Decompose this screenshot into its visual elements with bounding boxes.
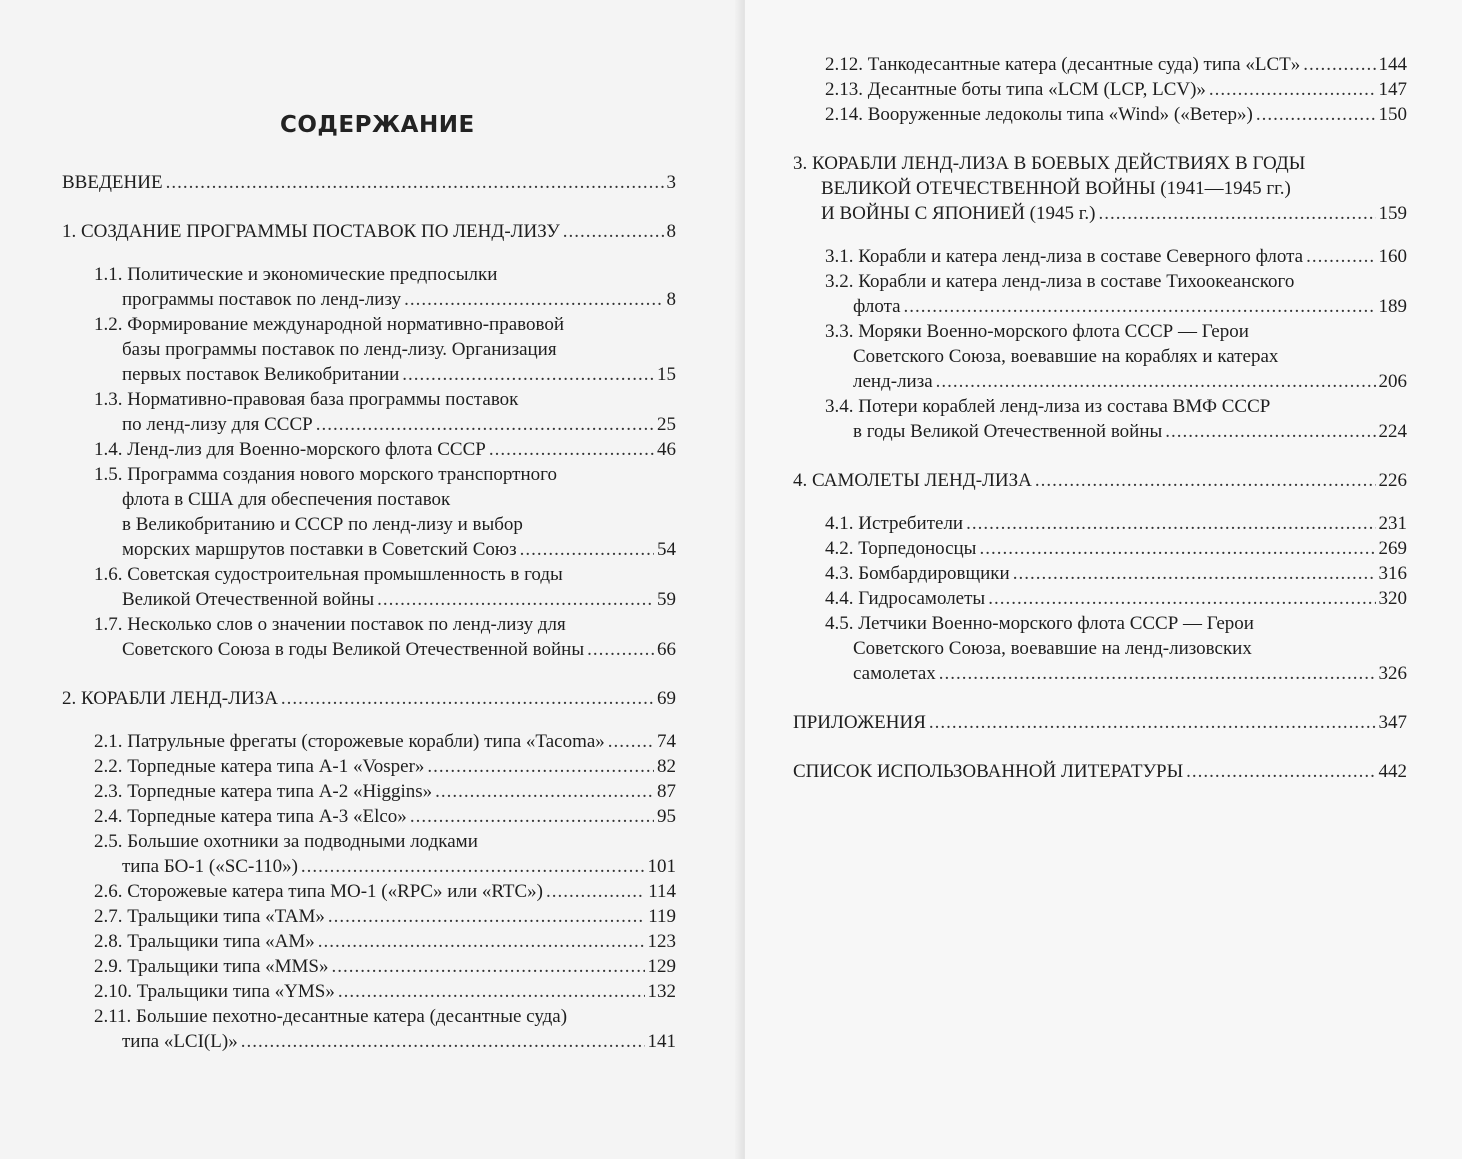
toc-entry-row <box>825 244 1407 269</box>
dot-leader <box>1165 419 1375 444</box>
toc-entry-text: ленд-лиза <box>853 371 933 392</box>
toc-entry-text: 4.2. Торпедоносцы <box>825 538 977 559</box>
toc-list-right <box>793 52 1407 784</box>
toc-entry-row <box>94 979 676 1004</box>
toc-entry-text: 1.6. Советская судостроительная промышленность в годы <box>94 564 563 585</box>
toc-chapter <box>62 686 676 711</box>
toc-entry-text: в Великобританию и СССР по ленд-лизу и выбор <box>122 514 523 535</box>
toc-entry-text: 2.13. Десантные боты типа «LCM (LCP, LCV)» <box>825 79 1206 100</box>
toc-page-number: 25 <box>657 414 676 435</box>
dot-leader <box>1306 244 1375 269</box>
toc-entry-text: морских маршрутов поставки в Советский Союз <box>122 539 517 560</box>
toc-entry-text: 4. САМОЛЕТЫ ЛЕНД-ЛИЗА <box>793 470 1032 491</box>
toc-entry-text: 3. КОРАБЛИ ЛЕНД-ЛИЗА В БОЕВЫХ ДЕЙСТВИЯХ В ГОДЫ <box>793 153 1306 174</box>
toc-entry-row <box>94 587 676 612</box>
toc-page-number: 206 <box>1378 371 1407 392</box>
toc-entry-text: 4.4. Гидросамолеты <box>825 588 986 609</box>
toc-section <box>793 394 1407 444</box>
toc-page-number: 147 <box>1378 79 1407 100</box>
toc-page-number: 69 <box>657 688 676 709</box>
toc-section <box>793 319 1407 394</box>
toc-entry-text: типа БО-1 («SC-110») <box>122 856 298 877</box>
toc-section <box>62 929 676 954</box>
toc-entry-row <box>94 362 676 387</box>
dot-leader <box>966 511 1375 536</box>
toc-page-number: 3 <box>666 172 676 193</box>
toc-entry-row <box>825 102 1407 127</box>
toc-section <box>793 269 1407 319</box>
toc-entry-row <box>825 369 1407 394</box>
toc-page-number: 95 <box>657 806 676 827</box>
toc-page-number: 226 <box>1378 470 1407 491</box>
toc-entry-text: 2.10. Тральщики типа «YMS» <box>94 981 335 1002</box>
dot-leader <box>404 287 663 312</box>
toc-page-number: 141 <box>647 1031 676 1052</box>
toc-entry-text: первых поставок Великобритании <box>122 364 400 385</box>
toc-entry-row <box>94 412 676 437</box>
toc-entry-text: 2.12. Танкодесантные катера (десантные суда) типа «LCT» <box>825 54 1301 75</box>
toc-entry-text: ВЕЛИКОЙ ОТЕЧЕСТВЕННОЙ ВОЙНЫ (1941—1945 гг.) <box>821 178 1291 199</box>
toc-entry-text: ВВЕДЕНИЕ <box>62 172 163 193</box>
toc-section <box>793 52 1407 77</box>
toc-list-left <box>62 170 676 1054</box>
toc-page-number: 129 <box>647 956 676 977</box>
toc-entry-text: флота <box>853 296 901 317</box>
toc-entry-row <box>62 170 676 195</box>
toc-entry-row <box>62 219 676 244</box>
toc-page-number: 132 <box>647 981 676 1002</box>
toc-section <box>793 561 1407 586</box>
toc-section <box>62 437 676 462</box>
toc-entry-row <box>793 759 1407 784</box>
toc-section <box>793 586 1407 611</box>
toc-entry-row <box>825 586 1407 611</box>
toc-entry-text: 2.3. Торпедные катера типа А-2 «Higgins» <box>94 781 433 802</box>
toc-entry-text: Советского Союза, воевавшие на ленд-лизовских <box>853 638 1252 659</box>
dot-leader <box>988 586 1375 611</box>
dot-leader <box>904 294 1376 319</box>
toc-entry-text: И ВОЙНЫ С ЯПОНИЕЙ (1945 г.) <box>821 203 1096 224</box>
toc-entry-row <box>94 854 676 879</box>
toc-section <box>62 612 676 662</box>
dot-leader <box>520 537 654 562</box>
toc-chapter <box>793 759 1407 784</box>
toc-entry-text: по ленд-лизу для СССР <box>122 414 313 435</box>
right-page <box>745 0 1462 1159</box>
toc-page-number: 326 <box>1378 663 1407 684</box>
toc-section <box>62 804 676 829</box>
toc-entry-text: программы поставок по ленд-лизу <box>122 289 402 310</box>
toc-entry-row <box>94 1029 676 1054</box>
dot-leader <box>318 929 645 954</box>
dot-leader <box>377 587 654 612</box>
toc-entry-row <box>825 661 1407 686</box>
toc-entry-row <box>825 561 1407 586</box>
toc-section <box>62 1004 676 1054</box>
dot-leader <box>332 954 645 979</box>
toc-entry-row <box>94 287 676 312</box>
toc-section <box>62 387 676 437</box>
toc-page-number: 114 <box>648 881 676 902</box>
toc-entry-text: Советского Союза, воевавшие на кораблях и катерах <box>853 346 1279 367</box>
toc-page-number: 231 <box>1378 513 1407 534</box>
toc-section <box>793 77 1407 102</box>
toc-page-number: 8 <box>666 221 676 242</box>
dot-leader <box>241 1029 645 1054</box>
toc-page-number: 442 <box>1378 761 1407 782</box>
toc-section <box>62 954 676 979</box>
toc-page-number: 54 <box>657 539 676 560</box>
toc-entry-text: 3.2. Корабли и катера ленд-лиза в составе Тихоокеанского <box>825 271 1295 292</box>
toc-section <box>62 904 676 929</box>
toc-page-number: 269 <box>1378 538 1407 559</box>
toc-entry-text: СПИСОК ИСПОЛЬЗОВАННОЙ ЛИТЕРАТУРЫ <box>793 761 1184 782</box>
toc-entry-text: 3.3. Моряки Военно-морского флота СССР — Герои <box>825 321 1249 342</box>
toc-page-number: 59 <box>657 589 676 610</box>
toc-chapter <box>62 219 676 244</box>
toc-entry-text: 1.1. Политические и экономические предпосылки <box>94 264 498 285</box>
toc-section <box>62 779 676 804</box>
dot-leader <box>1013 561 1376 586</box>
toc-entry-row <box>793 710 1407 735</box>
toc-entry-row <box>825 294 1407 319</box>
toc-entry-text: Великой Отечественной войны <box>122 589 375 610</box>
toc-page-number: 119 <box>648 906 676 927</box>
toc-section <box>62 562 676 612</box>
toc-entry-text: 4.3. Бомбардировщики <box>825 563 1010 584</box>
dot-leader <box>328 904 645 929</box>
toc-page-number: 224 <box>1378 421 1407 442</box>
toc-entry-text: Советского Союза в годы Великой Отечественной войны <box>122 639 585 660</box>
dot-leader <box>929 710 1376 735</box>
toc-entry-text: 2. КОРАБЛИ ЛЕНД-ЛИЗА <box>62 688 278 709</box>
toc-page-number: 150 <box>1378 104 1407 125</box>
toc-chapter <box>793 468 1407 493</box>
toc-section <box>62 979 676 1004</box>
toc-entry-text: базы программы поставок по ленд-лизу. Организация <box>122 339 557 360</box>
dot-leader <box>546 879 645 904</box>
toc-entry-row <box>94 729 676 754</box>
dot-leader <box>402 362 654 387</box>
toc-entry-row <box>793 201 1407 226</box>
toc-page-number: 74 <box>657 731 676 752</box>
toc-chapter <box>793 710 1407 735</box>
toc-entry-row <box>94 929 676 954</box>
toc-entry-row <box>825 77 1407 102</box>
dot-leader <box>316 412 654 437</box>
dot-leader <box>1303 52 1375 77</box>
toc-page-number: 82 <box>657 756 676 777</box>
dot-leader <box>1035 468 1376 493</box>
dot-leader <box>166 170 664 195</box>
toc-entry-text: 2.9. Тральщики типа «MMS» <box>94 956 329 977</box>
toc-page-number: 66 <box>657 639 676 660</box>
dot-leader <box>1186 759 1375 784</box>
toc-entry-row <box>62 686 676 711</box>
page-title: СОДЕРЖАНИЕ <box>280 112 475 138</box>
toc-entry-text: 1. СОЗДАНИЕ ПРОГРАММЫ ПОСТАВОК ПО ЛЕНД-ЛИЗУ <box>62 221 560 242</box>
toc-entry-text: 1.2. Формирование международной нормативно-правовой <box>94 314 564 335</box>
dot-leader <box>979 536 1375 561</box>
dot-leader <box>1256 102 1376 127</box>
toc-section <box>793 102 1407 127</box>
toc-section <box>62 879 676 904</box>
toc-section <box>793 611 1407 686</box>
toc-entry-row <box>94 904 676 929</box>
dot-leader <box>410 804 654 829</box>
toc-entry-row <box>825 511 1407 536</box>
toc-page-number: 320 <box>1378 588 1407 609</box>
toc-section <box>62 262 676 312</box>
toc-entry-text: самолетах <box>853 663 936 684</box>
toc-entry-text: 2.11. Большие пехотно-десантные катера (десантные суда) <box>94 1006 568 1027</box>
toc-entry-row <box>94 954 676 979</box>
toc-section <box>793 536 1407 561</box>
toc-page-number: 101 <box>647 856 676 877</box>
toc-entry-row <box>94 537 676 562</box>
toc-page-number: 123 <box>647 931 676 952</box>
toc-page-number: 87 <box>657 781 676 802</box>
toc-entry-text: 2.6. Сторожевые катера типа МО-1 («RPC» или «RTC») <box>94 881 543 902</box>
toc-page-number: 15 <box>657 364 676 385</box>
toc-entry-row <box>94 804 676 829</box>
toc-entry-text: 1.4. Ленд-лиз для Военно-морского флота СССР <box>94 439 486 460</box>
toc-entry-row <box>793 468 1407 493</box>
toc-page-number: 46 <box>657 439 676 460</box>
toc-entry-row <box>94 779 676 804</box>
dot-leader <box>587 637 654 662</box>
toc-entry-text: 2.5. Большие охотники за подводными лодками <box>94 831 478 852</box>
toc-entry-text: 2.4. Торпедные катера типа А-3 «Elco» <box>94 806 407 827</box>
dot-leader <box>563 219 664 244</box>
dot-leader <box>338 979 645 1004</box>
dot-leader <box>1099 201 1376 226</box>
toc-chapter <box>793 151 1407 226</box>
toc-page-number: 8 <box>666 289 676 310</box>
toc-entry-text: 4.1. Истребители <box>825 513 964 534</box>
toc-entry-row <box>94 879 676 904</box>
toc-page-number: 160 <box>1378 246 1407 267</box>
toc-section <box>793 244 1407 269</box>
toc-section <box>62 754 676 779</box>
toc-page-number: 189 <box>1378 296 1407 317</box>
toc-entry-text: 2.8. Тральщики типа «AM» <box>94 931 315 952</box>
dot-leader <box>489 437 654 462</box>
toc-entry-text: ПРИЛОЖЕНИЯ <box>793 712 926 733</box>
toc-page-number: 347 <box>1378 712 1407 733</box>
dot-leader <box>281 686 654 711</box>
toc-entry-text: 1.7. Несколько слов о значении поставок по ленд-лизу для <box>94 614 566 635</box>
toc-section <box>793 511 1407 536</box>
toc-entry-text: 2.14. Вооруженные ледоколы типа «Wind» («Ветер») <box>825 104 1253 125</box>
toc-entry-text: 3.1. Корабли и катера ленд-лиза в составе Северного флота <box>825 246 1304 267</box>
toc-section <box>62 462 676 562</box>
toc-entry-text: типа «LCI(L)» <box>122 1031 238 1052</box>
dot-leader <box>936 369 1376 394</box>
dot-leader <box>1209 77 1376 102</box>
toc-entry-row <box>94 437 676 462</box>
toc-section <box>62 312 676 387</box>
dot-leader <box>427 754 654 779</box>
dot-leader <box>608 729 654 754</box>
toc-entry-text: 2.1. Патрульные фрегаты (сторожевые корабли) типа «Tacoma» <box>94 731 605 752</box>
toc-entry-text: 1.3. Нормативно-правовая база программы поставок <box>94 389 519 410</box>
toc-entry-text: флота в США для обеспечения поставок <box>122 489 451 510</box>
toc-entry-text: 2.7. Тральщики типа «TAM» <box>94 906 325 927</box>
toc-entry-row <box>825 52 1407 77</box>
toc-page-number: 159 <box>1378 203 1407 224</box>
toc-entry-text: 1.5. Программа создания нового морского транспортного <box>94 464 557 485</box>
dot-leader <box>939 661 1376 686</box>
toc-entry-text: в годы Великой Отечественной войны <box>853 421 1163 442</box>
dot-leader <box>435 779 654 804</box>
toc-entry-row <box>825 536 1407 561</box>
toc-page-number: 316 <box>1378 563 1407 584</box>
dot-leader <box>301 854 645 879</box>
toc-entry-text: 3.4. Потери кораблей ленд-лиза из состава ВМФ СССР <box>825 396 1271 417</box>
toc-entry-row <box>94 754 676 779</box>
toc-chapter <box>62 170 676 195</box>
toc-page-number: 144 <box>1378 54 1407 75</box>
toc-entry-row <box>825 419 1407 444</box>
toc-section <box>62 829 676 879</box>
toc-entry-row <box>94 637 676 662</box>
toc-section <box>62 729 676 754</box>
toc-entry-text: 4.5. Летчики Военно-морского флота СССР — Герои <box>825 613 1254 634</box>
toc-entry-text: 2.2. Торпедные катера типа А-1 «Vosper» <box>94 756 425 777</box>
